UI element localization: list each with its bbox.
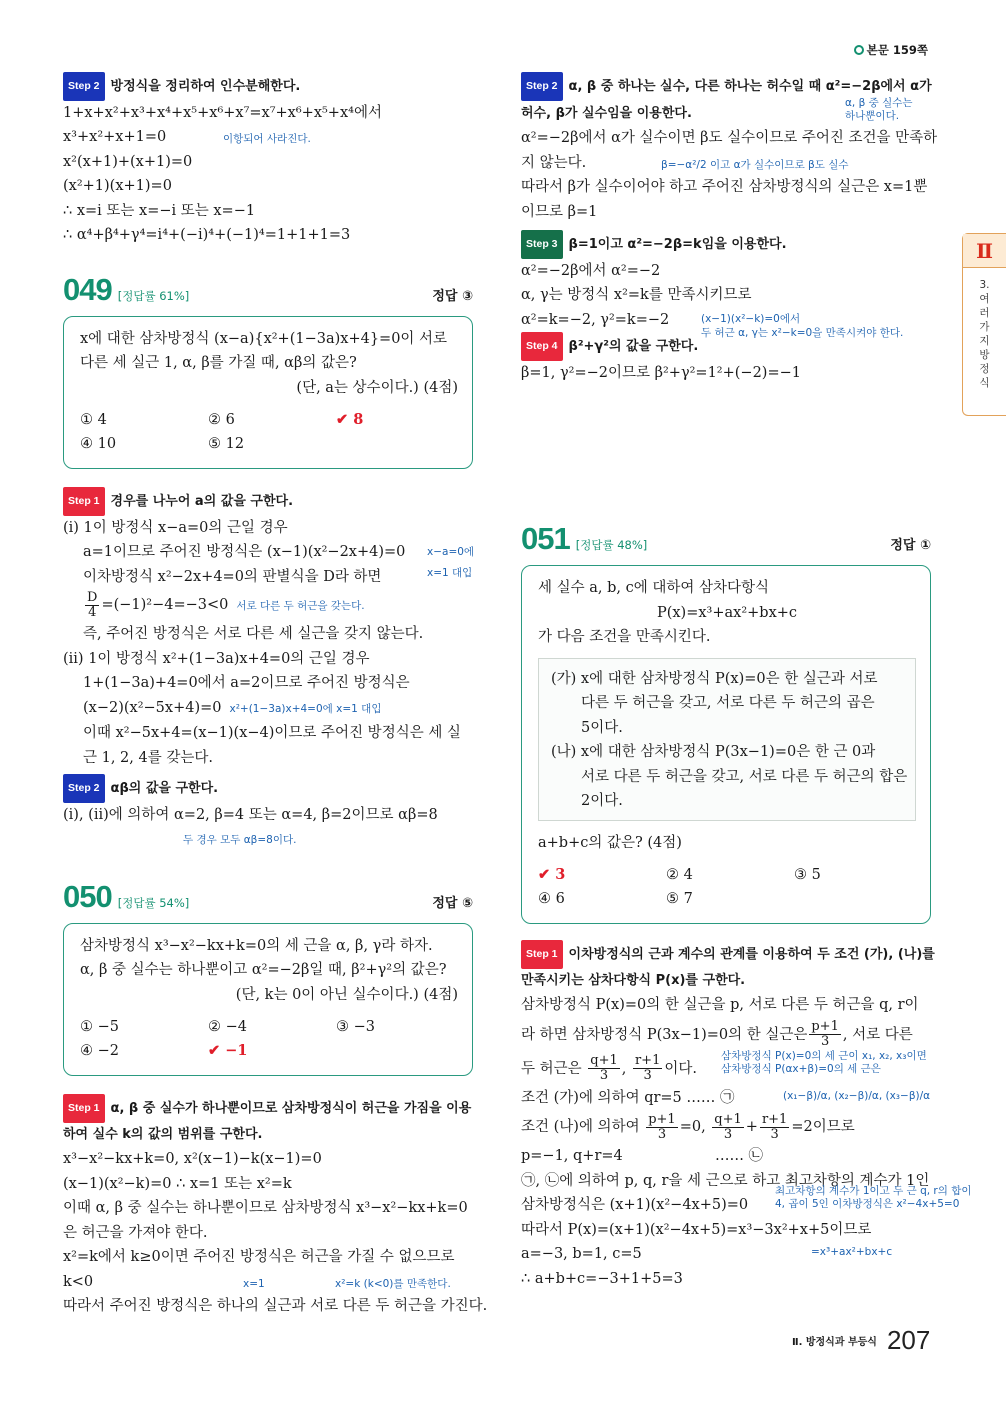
choice-5[interactable]: ⑤ 7 (666, 891, 693, 907)
choice-4[interactable]: ④ 10 (80, 436, 117, 452)
solution-050-step3: Step 3 β=1이고 α²=−2β=k임을 이용한다. α²=−2β에서 α²=−2 α, γ는 방정식 x²=k를 만족시키므로 α²=k=−2, γ²=k=−2 (x−1)(x²−k)=0에서 두 허근 α, γ는 x²−k=0을 만족시켜야 한다. Step 4 β²+γ²의 값을 구한다. β=1, γ²=−2이므로 β²+γ²=1²+(−2)=−1 (521, 230, 931, 385)
footer-section: Ⅱ. 방정식과 부등식 (792, 1337, 877, 1348)
fraction: $\frac{p+1}{3}$ (811, 1019, 839, 1049)
page-footer (792, 1325, 930, 1356)
choice-3-checked[interactable]: ✔ 8 (336, 411, 364, 428)
choice-2[interactable]: ② −4 (208, 1019, 247, 1035)
step-badge: Step 2 (63, 774, 105, 803)
problem-number: 049 (63, 271, 112, 307)
page-number: 207 (886, 1325, 931, 1355)
section-label: 3.여러가지방정식 (979, 279, 990, 389)
fraction: $\frac{q+1}{3}$ (714, 1111, 742, 1142)
fraction: $\frac{r+1}{3}$ (761, 1111, 788, 1142)
fraction: $\frac{r+1}{3}$ (634, 1053, 661, 1083)
step-badge: Step 4 (521, 332, 563, 361)
question-box: 세 실수 a, b, c에 대하여 삼차다항식 P(x)=x³+ax²+bx+c 가 다음 조건을 만족시킨다. (가) x에 대한 삼차방정식 P(x)=0은 한 실근과 서로 다른 두 허근을 갖고, 서로 다른 두 허근의 곱은 5이다. (나) x에 대한 삼차방정식 P(3x−1)=0은 한 근 0과 서로 다른 두 허근을 갖고, 서로 다른 두 허근의 합은 2이다. a+b+c의 값은? (4점) ✔ 3 ② 4 ③ 5 ④ 6 ⑤ 7 (521, 565, 931, 924)
step-badge: Step 3 (521, 230, 563, 259)
choice-2[interactable]: ② 4 (666, 867, 693, 883)
step-badge: Step 1 (63, 1094, 105, 1123)
problem-049 (63, 272, 473, 853)
step-badge: Step 1 (521, 940, 563, 969)
left-column (63, 72, 488, 1319)
prev-solution-step2: Step 2 방정식을 정리하여 인수분해한다. 1+x+x²+x³+x⁴+x⁵+x⁶+x⁷=x⁷+x⁶+x⁵+x⁴에서 x³+x²+x+1=0 이항되어 사라진다. x²(x+1)+(x+1)=0 (x²+1)(x+1)=0 ∴ x=i 또는 x=−i 또는 x=−1 ∴ α⁴+β⁴+γ⁴=i⁴+(−i)⁴+(−1)⁴=1+1+1=3 (63, 72, 473, 248)
step-badge: Step 2 (63, 72, 105, 101)
answer-choices (538, 863, 916, 911)
conditions-box: (가) x에 대한 삼차방정식 P(x)=0은 한 실근과 서로 다른 두 허근을 갖고, 서로 다른 두 허근의 곱은 5이다. (나) x에 대한 삼차방정식 P(3x−1)=0은 한 근 0과 서로 다른 두 허근을 갖고, 서로 다른 두 허근의 합은 2이다. (538, 658, 916, 821)
chapter-numeral: Ⅱ (963, 234, 1006, 268)
correct-rate: [정답률 61%] (117, 288, 190, 303)
problem-number: 050 (63, 878, 112, 914)
solution-051-step1: Step 1 이차방정식의 근과 계수의 관계를 이용하여 두 조건 (가), (나)를 만족시키는 삼차다항식 P(x)를 구한다. 삼차방정식 P(x)=0의 한 실근을 p, 서로 다른 두 허근을 q, r이 라 하면 삼차방정식 P(3x−1)=0의 한 실근은 $\frac{p+1}{3}$ , 서로 다른 두 허근은 $\frac{q+1}{3}$ , $\frac{r+1}{3}$ 이다. 삼차방정식 P(x)=0의 세 근이 x₁, x₂, x₃이면 삼차방정식 P(αx+β)=0의 세 근은 조건 (가)에 의하여 qr=5 …… ㉠ (x₁−β)/α, (x₂−β)/α, (x₃−β)/α 조건 (나)에 의하여 $\frac{p+1}{3}$ =0, $\frac{q+1}{3}$ + $\frac{r+1}{3}$ =2이므로 p=−1, q+r=4 …… ㉡ ㉠, ㉡에 의하여 p, q, r을 세 근으로 하고 최고차항의 계수가 1인 삼차방정식은 (x+1)(x²−4x+5)=0 최고차항의 계수가 1이고 두 근 q, r의 합이 4, 곱이 5인 이차방정식은 x²−4x+5=0 따라서 P(x)=(x+1)(x²−4x+5)=x³−3x²+x+5이므로 a=−3, b=1, c=5 =x³+ax²+bx+c ∴ a+b+c=−3+1+5=3 (521, 940, 931, 1291)
choice-1-checked[interactable]: ✔ 3 (538, 866, 566, 883)
answer-label: 정답 ③ (432, 288, 473, 304)
fraction: $\frac{D}{4}$ (87, 589, 98, 620)
problem-number: 051 (521, 521, 570, 556)
choice-3[interactable]: ③ 5 (794, 867, 821, 883)
choice-2[interactable]: ② 6 (208, 412, 235, 428)
question-box: x에 대한 삼차방정식 (x−a){x²+(1−3a)x+4}=0이 서로 다른 세 실근 1, α, β를 가질 때, αβ의 값은? (단, a는 상수이다.) (4점) ① 4 ② 6 ✔ 8 ④ 10 ⑤ 12 (63, 316, 473, 470)
choice-5-checked[interactable]: ✔ −1 (208, 1042, 248, 1059)
fraction: $\frac{p+1}{3}$ (648, 1111, 676, 1142)
answer-choices (80, 408, 458, 456)
choice-4[interactable]: ④ 6 (538, 891, 565, 907)
choice-4[interactable]: ④ −2 (80, 1043, 119, 1059)
choice-1[interactable]: ① 4 (80, 412, 107, 428)
choice-5[interactable]: ⑤ 12 (208, 436, 245, 452)
choice-1[interactable]: ① −5 (80, 1019, 119, 1035)
question-box: 삼차방정식 x³−x²−kx+k=0의 세 근을 α, β, γ라 하자. α, β 중 실수는 하나뿐이고 α²=−2β일 때, β²+γ²의 값은? (단, k는 0이 아닌 실수이다.) (4점) ① −5 ② −4 ③ −3 ④ −2 ✔ −1 (63, 923, 473, 1077)
chapter-side-tab (962, 233, 1006, 416)
choice-3[interactable]: ③ −3 (336, 1019, 375, 1035)
problem-051 (521, 521, 972, 1291)
correct-rate: [정답률 54%] (117, 895, 190, 910)
answer-label: 정답 ⑤ (432, 895, 473, 911)
fraction: $\frac{q+1}{3}$ (590, 1053, 618, 1083)
textbook-reference: 본문 159쪽 (854, 42, 928, 58)
problem-050 (63, 878, 488, 1319)
circle-bullet-icon (854, 45, 864, 55)
solution-050-step1: Step 1 α, β 중 실수가 하나뿐이므로 삼차방정식이 허근을 가짐을 이용 하여 실수 k의 값의 범위를 구한다. x³−x²−kx+k=0, x²(x−1)−k(x−1)=0 (x−1)(x²−k)=0 ∴ x=1 또는 x²=k 이때 α, β 중 실수는 하나뿐이므로 삼차방정식 x³−x²−kx+k=0 은 허근을 가져야 한다. x²=k에서 k≥0이면 주어진 방정식은 허근을 가질 수 없으므로 k<0 x=1 x²=k (k<0)를 만족한다. 따라서 주어진 방정식은 하나의 실근과 서로 다른 두 허근을 가진다. (63, 1094, 473, 1319)
step-badge: Step 1 (63, 487, 105, 516)
right-column (521, 72, 972, 1291)
answer-label: 정답 ① (890, 538, 931, 553)
solution-050-step2: Step 2 α, β 중 하나는 실수, 다른 하나는 허수일 때 α²=−2β에서 α가 허수, β가 실수임을 이용한다. α, β 중 실수는 하나뿐이다. α²=−2β에서 α가 실수이면 β도 실수이므로 주어진 조건을 만족하 지 않는다. β=−α²/2 이고 α가 실수이므로 β도 실수 따라서 β가 실수이어야 하고 주어진 삼차방정식의 실근은 x=1뿐 이므로 β=1 (521, 72, 931, 224)
correct-rate: [정답률 48%] (575, 538, 648, 552)
step-badge: Step 2 (521, 72, 563, 101)
answer-choices (80, 1015, 458, 1063)
solution-049: Step 1 경우를 나누어 a의 값을 구한다. (i) 1이 방정식 x−a=0의 근일 경우 a=1이므로 주어진 방정식은 (x−1)(x²−2x+4)=0 x−a=0에 이차방정식 x²−2x+4=0의 판별식을 D라 하면 x=1 대입 $\frac{D}{4}$ =(−1)²−4=−3<0 서로 다른 두 허근을 갖는다. 즉, 주어진 방정식은 서로 다른 세 실근을 갖지 않는다. (ii) 1이 방정식 x²+(1−3a)x+4=0의 근일 경우 1+(1−3a)+4=0에서 a=2이므로 주어진 방정식은 (x−2)(x²−5x+4)=0 x²+(1−3a)x+4=0에 x=1 대입 이때 x²−5x+4=(x−1)(x−4)이므로 주어진 방정식은 세 실 근 1, 2, 4를 갖는다. Step 2 αβ의 값을 구한다. (i), (ii)에 의하여 α=2, β=4 또는 α=4, β=2이므로 αβ=8 두 경우 모두 αβ=8이다. (63, 487, 473, 853)
